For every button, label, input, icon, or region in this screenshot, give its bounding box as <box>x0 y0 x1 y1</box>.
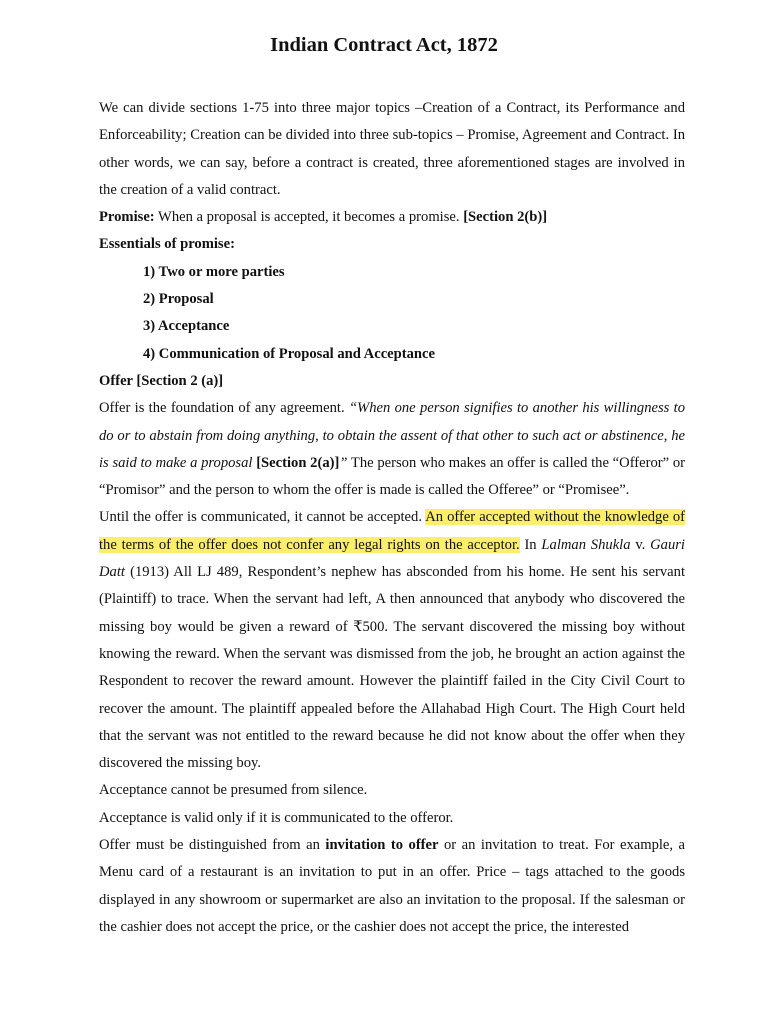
offer-heading: Offer [Section 2 (a)] <box>99 372 224 389</box>
case-party-1: Lalman Shukla <box>541 536 631 553</box>
invitation-paragraph: Offer must be distinguished from an invitation to offer or an invitation to treat. For example, a Menu card of a restaurant is an invitation to put in an offer. Price – tags attached to the goods displayed in any showroom or supermarket are also an invitation to the proposal. If the salesman or the cashier does not accept the price, or the cashier does not accept the price, the interested <box>99 837 686 935</box>
essential-item: 2) Proposal <box>143 291 214 308</box>
communication-paragraph: Until the offer is communicated, it cannot be accepted. An offer accepted without the knowledge of the terms of the offer does not confer any legal rights on the acceptor. In Lalman Shukla v. Gauri Datt (1913) All LJ 489, Respondent’s nephew has absconded from his home. He sent his servant (Plaintiff) to trace. When the servant had left, A then announced that anybody who discovered the missing boy would be given a reward of ₹500. The servant discovered the missing boy without knowing the reward. When the servant was dismissed from the job, he brought an action against the Respondent to recover the reward amount. However the plaintiff failed in the City Civil Court to recover the amount. The plaintiff appealed before the Allahabad High Court. The High Court held that the servant was not entitled to the reward because he did not know about the offer when they discovered the missing boy. <box>99 509 685 772</box>
promise-definition <box>99 204 685 231</box>
silence-rule: Acceptance cannot be presumed from silence. <box>99 782 368 799</box>
offer-intro: Offer is the foundation of any agreement. <box>99 400 349 417</box>
invitation-term: invitation to offer <box>325 837 439 854</box>
essential-item: 3) Acceptance <box>143 318 230 335</box>
communication-start: Until the offer is communicated, it cannot be accepted. <box>99 509 426 526</box>
intro-paragraph: We can divide sections 1-75 into three major topics –Creation of a Contract, its Performance and Enforceability; Creation can be divided into three sub-topics – Promise, Agreement and Contract. In other words, we can say, before a contract is created, three aforementioned stages are involved in the creation of a valid contract. <box>99 100 685 198</box>
page-title: Indian Contract Act, 1872 <box>270 34 498 56</box>
promise-label: Promise: <box>99 209 155 226</box>
document-body <box>99 95 685 941</box>
essential-item: 4) Communication of Proposal and Acceptance <box>143 345 436 362</box>
essential-item: 1) Two or more parties <box>143 263 285 280</box>
promise-section: [Section 2(b)] <box>463 209 548 226</box>
essentials-heading: Essentials of promise: <box>99 236 235 253</box>
highlighted-text: An offer accepted without the knowledge of the terms of the offer does not confer any legal rights on the acceptor. <box>99 509 685 553</box>
offer-section: [Section 2(a)] <box>256 454 340 471</box>
communicated-rule: Acceptance is valid only if it is communicated to the offeror. <box>99 809 454 826</box>
offer-rest: The person who makes an offer is called the “Offeror” or “Promisor” and the person to whom the offer is made is called the Offeree” or “Promisee”. <box>99 454 685 499</box>
offer-quote-end: ” <box>339 454 348 471</box>
offer-quote: “When one person signifies to another his willingness to do or to abstain from doing anything, to obtain the assent of that other to such act or abstinence, he is said to make a proposal <box>99 400 686 471</box>
case-party-2: Gauri Datt <box>99 536 685 581</box>
case-description: (1913) All LJ 489, Respondent’s nephew has absconded from his home. He sent his servant (Plaintiff) to trace. When the servant had left, A then announced that anybody who discovered the missing boy would be given a reward of ₹500. The servant discovered the missing boy without knowing the reward. When the servant was dismissed from the job, he brought an action against the Respondent to recover the reward amount. However the plaintiff failed in the City Civil Court to recover the amount. The plaintiff appealed before the Allahabad High Court. The High Court held that the servant was not entitled to the reward because he did not know about the offer when they discovered the missing boy. <box>99 564 685 772</box>
offer-paragraph <box>99 395 685 504</box>
promise-text: When a proposal is accepted, it becomes a promise. <box>154 209 464 226</box>
